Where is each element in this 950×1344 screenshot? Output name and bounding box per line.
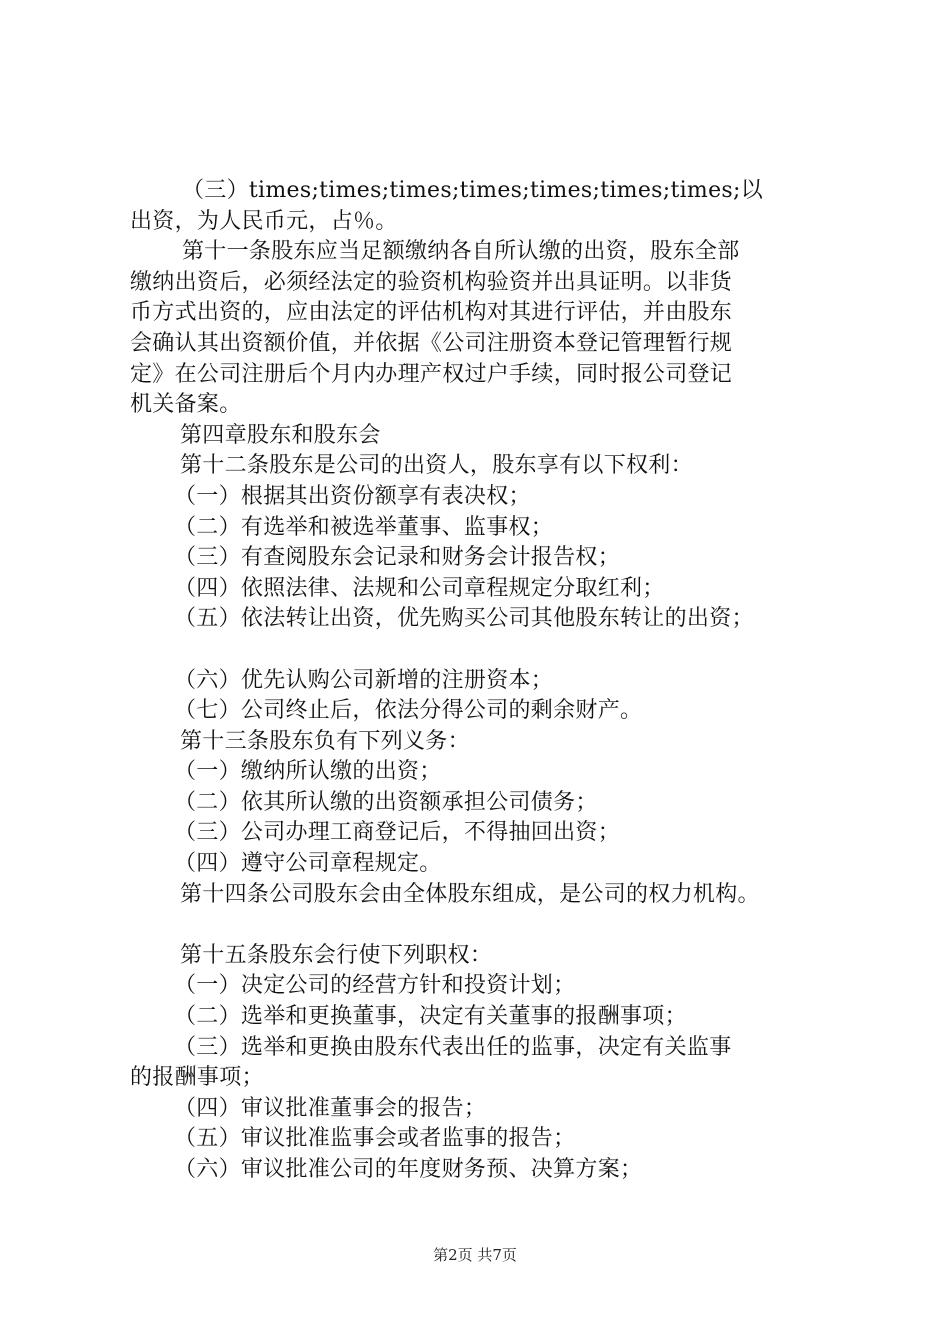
text-line: 第十一条股东应当足额缴纳各自所认缴的出资，股东全部: [182, 239, 740, 265]
text-line: 缴纳出资后，必须经法定的验资机构验资并出具证明。以非货: [130, 269, 733, 295]
text-line: 的报酬事项；: [130, 1065, 264, 1091]
text-line: （三）times;times;times;times;times;times;times;以: [182, 178, 764, 203]
list-item: （一）缴纳所认缴的出资；: [174, 759, 442, 785]
list-item: （五）审议批准监事会或者监事的报告；: [174, 1126, 576, 1152]
text-line: 出资，为人民币元，占％。: [130, 208, 398, 234]
text-line: 定》在公司注册后个月内办理产权过户手续，同时报公司登记: [130, 361, 733, 387]
list-item: （一）根据其出资份额享有表决权；: [174, 483, 531, 509]
list-item: （七）公司终止后，依法分得公司的剩余财产。: [174, 698, 643, 724]
list-item: （四）审议批准董事会的报告；: [174, 1095, 487, 1121]
document-body: [130, 176, 850, 1186]
list-item: （三）公司办理工商登记后，不得抽回出资；: [174, 820, 621, 846]
list-item: （二）有选举和被选举董事、监事权；: [174, 514, 554, 540]
text-line: 第十五条股东会行使下列职权：: [180, 942, 493, 968]
page-footer: 第2页 共7页: [433, 1246, 517, 1264]
list-item: （四）依照法律、法规和公司章程规定分取红利；: [174, 575, 665, 601]
list-item: （二）依其所认缴的出资额承担公司债务；: [174, 789, 598, 815]
text-line: 第十二条股东是公司的出资人，股东享有以下权利：: [180, 453, 693, 479]
text-line: 机关备案。: [130, 392, 242, 418]
list-item: （五）依法转让出资，优先购买公司其他股东转让的出资；: [174, 606, 754, 632]
list-item: （三）有查阅股东会记录和财务会计报告权；: [174, 545, 621, 571]
list-item: （六）审议批准公司的年度财务预、决算方案；: [174, 1157, 643, 1182]
list-item: （六）优先认购公司新增的注册资本；: [174, 667, 554, 693]
blank-line: [130, 910, 850, 941]
list-item: （二）选举和更换董事，决定有关董事的报酬事项；: [174, 1004, 687, 1030]
chapter-heading: 第四章股东和股东会: [180, 422, 381, 448]
text-line: 第十三条股东负有下列义务：: [180, 728, 470, 754]
list-item: （一）决定公司的经营方针和投资计划；: [174, 973, 576, 999]
list-item: （四）遵守公司章程规定。: [174, 851, 442, 877]
blank-line: [130, 635, 850, 666]
text-line: 会确认其出资额价值，并依据《公司注册资本登记管理暂行规: [130, 330, 733, 356]
text-line: 第十四条公司股东会由全体股东组成，是公司的权力机构。: [180, 881, 760, 907]
list-item: （三）选举和更换由股东代表出任的监事，决定有关监事: [174, 1034, 732, 1060]
text-line: 币方式出资的，应由法定的评估机构对其进行评估，并由股东: [130, 300, 733, 326]
